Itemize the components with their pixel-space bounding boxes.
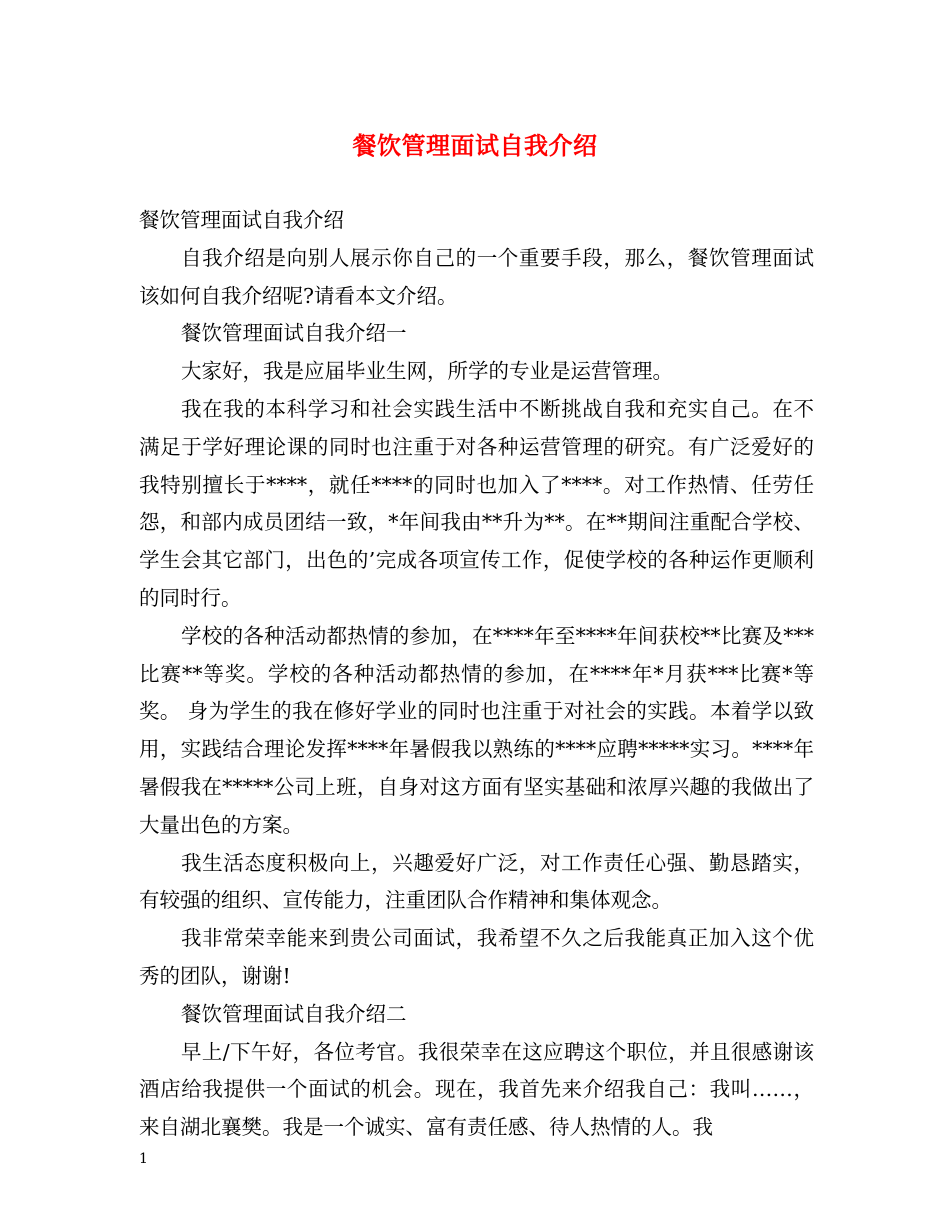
document-title: 餐饮管理面试自我介绍	[352, 131, 598, 160]
paragraph-intro-two: 早上/下午好，各位考官。我很荣幸在这应聘这个职位，并且很感谢该酒店给我提供一个面试的机会。现在，我首先来介绍我自己：我叫……，来自湖北襄樊。我是一个诚实、富有责任感、待人热情的人。我	[139, 1039, 814, 1140]
paragraph-intro: 自我介绍是向别人展示你自己的一个重要手段，那么，餐饮管理面试该如何自我介绍呢?请看本文介绍。	[139, 245, 814, 308]
paragraph-heading: 餐饮管理面试自我介绍	[139, 208, 344, 232]
paragraph-attitude: 我生活态度积极向上，兴趣爱好广泛，对工作责任心强、勤恳踏实，有较强的组织、宣传能力，注重团队合作精神和集体观念。	[139, 850, 814, 913]
paragraph-activities: 学校的各种活动都热情的参加，在****年至****年间获校**比赛及***比赛**等奖。学校的各种活动都热情的参加，在****年*月获***比赛*等奖。 身为学生的我在修好学业的同时也注重于对社会的实践。本着学以致用，实践结合理论发挥****年暑假我以熟练的****应聘*****实习。****年暑假我在*****公司上班，自身对这方面有坚实基础和浓厚兴趣的我做出了大量出色的方案。	[139, 623, 814, 837]
page-number: 1	[139, 1151, 148, 1167]
paragraph-greeting: 大家好，我是应届毕业生网，所学的专业是运营管理。	[181, 359, 673, 384]
paragraph-closing: 我非常荣幸能来到贵公司面试，我希望不久之后我能真正加入这个优秀的团队，谢谢!	[139, 926, 814, 988]
paragraph-study: 我在我的本科学习和社会实践生活中不断挑战自我和充实自己。在不满足于学好理论课的同时也注重于对各种运营管理的研究。有广泛爱好的我特别擅长于****，就任****的同时也加入了****。对工作热情、任劳任怨，和部内成员团结一致，*年间我由**升为**。在**期间注重配合学校、学生会其它部门，出色的’完成各项宣传工作，促使学校的各种运作更顺利的同时行。	[139, 396, 814, 610]
document-body	[139, 202, 814, 1147]
section-heading-two: 餐饮管理面试自我介绍二	[181, 1001, 407, 1026]
section-heading-one: 餐饮管理面试自我介绍一	[181, 321, 407, 346]
